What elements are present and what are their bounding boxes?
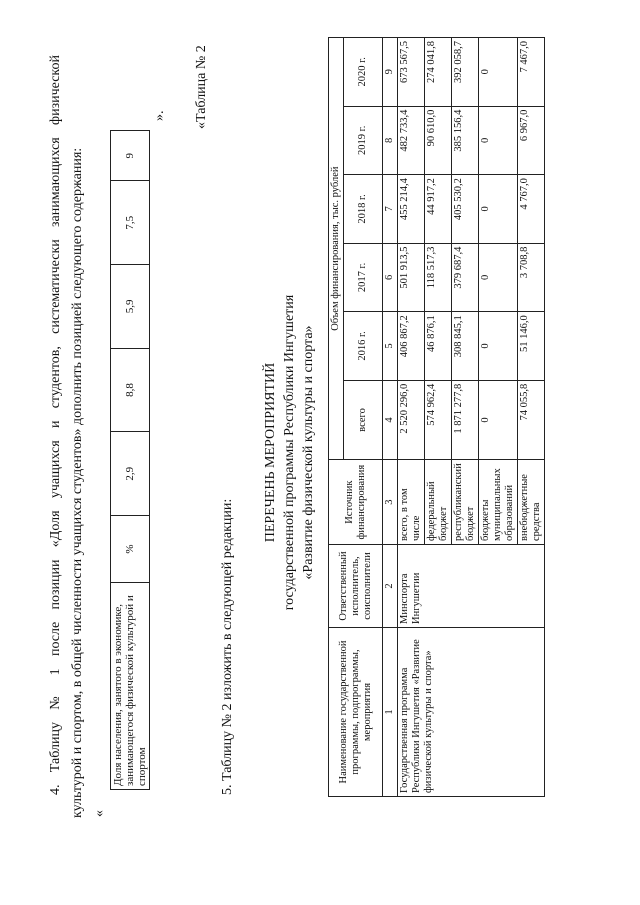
- funding-value: 501 913,5: [398, 243, 425, 312]
- indicator-value: 8,8: [111, 348, 150, 432]
- funding-value: 405 530,2: [452, 175, 479, 244]
- indicator-name: Доля населения, занятого в экономике, занимающегося физической культурой и спортом: [111, 583, 150, 790]
- funding-value: 406 867,2: [398, 312, 425, 381]
- header-year: 2016 г.: [344, 312, 383, 381]
- header-row: [329, 38, 344, 797]
- funding-value: 274 041,8: [425, 38, 452, 107]
- funding-value: 90 610,0: [425, 106, 452, 175]
- activities-table: [328, 37, 545, 797]
- paragraph-5: 5. Таблицу № 2 изложить в следующей редакции:: [220, 498, 235, 795]
- indicator-value: 9: [111, 131, 150, 181]
- header-total: всего: [344, 380, 383, 460]
- header-year: 2019 г.: [344, 106, 383, 175]
- funding-value: 0: [479, 175, 518, 244]
- funding-source: республиканский бюджет: [452, 460, 479, 545]
- funding-value: 379 687,4: [452, 243, 479, 312]
- funding-value: 673 567,5: [398, 38, 425, 107]
- column-number: 7: [383, 175, 398, 244]
- funding-value: 44 917,2: [425, 175, 452, 244]
- header-responsible: Ответственный исполнитель, соисполнители: [329, 545, 383, 628]
- subtitle-line-2: «Развитие физической культуры и спорта»: [301, 325, 316, 580]
- responsible-executor: Минспорта Ингушетии: [398, 545, 545, 628]
- funding-value: 574 962,4: [425, 380, 452, 460]
- indicator-unit: %: [111, 516, 150, 583]
- funding-value: 0: [479, 243, 518, 312]
- quote-open: «: [92, 810, 107, 817]
- column-number-row: [383, 38, 398, 797]
- column-number: 8: [383, 106, 398, 175]
- funding-value: 0: [479, 380, 518, 460]
- funding-value: 3 708,8: [518, 243, 545, 312]
- indicator-value: 2,9: [111, 432, 150, 516]
- table-row: [111, 131, 150, 790]
- column-number: 2: [383, 545, 398, 628]
- paragraph-4-line-1: 4. Таблицу № 1 после позиции «Доля учащихся и студентов, систематически занимающихся физической: [48, 55, 63, 795]
- quote-close: ».: [152, 110, 167, 121]
- funding-value: 455 214,4: [398, 175, 425, 244]
- header-name: Наименование государственной программы, подпрограммы, мероприятия: [329, 628, 383, 797]
- paragraph-4-line-2: культурой и спортом, в общей численности учащихся студентов» дополнить позицией следующего содержания:: [70, 147, 85, 818]
- header-year: 2017 г.: [344, 243, 383, 312]
- column-number: 6: [383, 243, 398, 312]
- header-year: 2020 г.: [344, 38, 383, 107]
- funding-source: федеральный бюджет: [425, 460, 452, 545]
- funding-source: внебюджетные средства: [518, 460, 545, 545]
- funding-value: 385 156,4: [452, 106, 479, 175]
- funding-value: 308 845,1: [452, 312, 479, 381]
- table-reference: «Таблица № 2: [194, 45, 209, 129]
- header-source: Источник финансирования: [329, 460, 383, 545]
- program-name: Государственная программа Республики Ингушетия «Развитие физической культуры и спорта»: [398, 628, 545, 797]
- funding-value: 46 876,1: [425, 312, 452, 381]
- column-number: 1: [383, 628, 398, 797]
- column-number: 9: [383, 38, 398, 107]
- indicator-value: 7,5: [111, 181, 150, 265]
- funding-value: 74 055,8: [518, 380, 545, 460]
- column-number: 4: [383, 380, 398, 460]
- indicator-value: 5,9: [111, 265, 150, 349]
- page-title: ПЕРЕЧЕНЬ МЕРОПРИЯТИЙ: [263, 362, 278, 543]
- funding-value: 1 871 277,8: [452, 380, 479, 460]
- column-number: 5: [383, 312, 398, 381]
- header-year: 2018 г.: [344, 175, 383, 244]
- funding-value: 7 467,0: [518, 38, 545, 107]
- subtitle-line-1: государственной программы Республики Ингушетия: [282, 294, 297, 611]
- header-funding: Объем финансирования, тыс. рублей: [329, 38, 344, 460]
- funding-value: 482 733,4: [398, 106, 425, 175]
- funding-value: 392 058,7: [452, 38, 479, 107]
- funding-value: 118 517,3: [425, 243, 452, 312]
- funding-value: 4 767,0: [518, 175, 545, 244]
- column-number: 3: [383, 460, 398, 545]
- funding-source: всего, в том числе: [398, 460, 425, 545]
- funding-value: 0: [479, 312, 518, 381]
- funding-value: 0: [479, 38, 518, 107]
- funding-value: 0: [479, 106, 518, 175]
- indicator-table: [110, 130, 150, 790]
- funding-value: 6 967,0: [518, 106, 545, 175]
- funding-value: 51 146,0: [518, 312, 545, 381]
- table-row: [398, 38, 425, 797]
- funding-source: бюджеты муниципальных образований: [479, 460, 518, 545]
- funding-value: 2 520 296,0: [398, 380, 425, 460]
